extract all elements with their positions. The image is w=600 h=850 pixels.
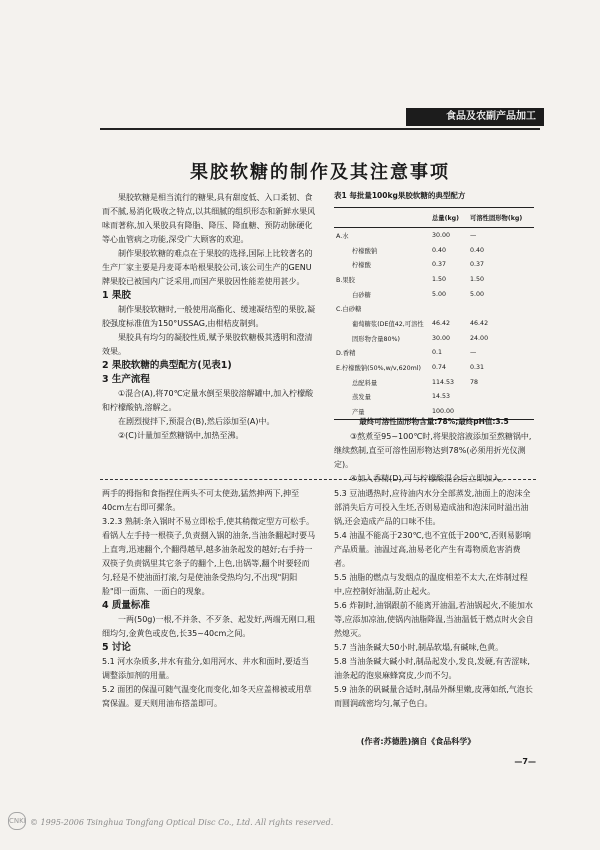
section-5-4: 5.4 油温不能高于230℃,也不宜低于200℃,否则易影响产品质量。油温过高,油易老化产生有毒物质危害消费者。 bbox=[334, 531, 531, 568]
table-cell-item: C.白砂糖 bbox=[336, 306, 362, 314]
table-row bbox=[334, 331, 534, 346]
process-step-3: ③熬煮至95~100℃时,将果胶溶液添加至熬糖锅中,继续熬制,直至可溶性固形物达到78%(必须用折光仪测定)。 bbox=[334, 432, 532, 469]
section-5-7: 5.7 当油条碱大50小时,制品软塌,有碱味,色黄。 bbox=[334, 643, 504, 652]
section-5-heading: 5 讨论 bbox=[102, 642, 131, 653]
table-cell-total bbox=[428, 301, 466, 316]
section-1-paragraph-2: 果胶具有均匀的凝胶性质,赋予果胶软糖极其透明和澄清效果。 bbox=[102, 333, 313, 356]
header-rule bbox=[100, 128, 540, 130]
table-row bbox=[334, 375, 534, 390]
table-cell-solid: 0.40 bbox=[470, 246, 485, 254]
table-cell-total: 0.40 bbox=[432, 246, 447, 254]
table-row bbox=[334, 346, 534, 361]
process-step-2: ②(C)计量加至熬糖锅中,加热至沸。 bbox=[118, 431, 244, 440]
author-credit: (作者:苏德胜)摘自《食品科学》 bbox=[360, 737, 476, 746]
section-2-heading: 2 果胶软糖的典型配方(见表1) bbox=[102, 360, 232, 371]
recipe-table-block bbox=[334, 190, 534, 420]
table-cell-item: 白砂糖 bbox=[352, 291, 371, 299]
table-cell-total: 0.1 bbox=[432, 349, 443, 357]
table-cell-total: 14.53 bbox=[432, 393, 451, 401]
table-cell-item: 蒸发量 bbox=[352, 394, 371, 402]
section-5-1: 5.1 河水杂质多,井水有盐分,如用河水、井水和面时,要适当调整添加剂的用量。 bbox=[102, 657, 309, 680]
table-cell-solid: — bbox=[470, 349, 477, 357]
table-header-total: 总量(kg) bbox=[428, 208, 466, 228]
table-row bbox=[334, 390, 534, 405]
table-note: 最终可溶性固形物含量:78%;最终pH值:3.5 bbox=[359, 417, 509, 426]
process-step-1: ①混合(A),将70℃定量水倒至果胶溶解罐中,加入柠檬酸和柠檬酸钠,溶解之。 bbox=[102, 389, 314, 412]
continued-paragraph: 两手的拇指和食指捏住两头不可太使劲,猛然抻两下,抻至40cm左右即可摞条。 bbox=[102, 489, 300, 512]
table-body bbox=[334, 228, 534, 420]
section-5-6: 5.6 炸制时,油锅跟前不能离开油温,若油锅起火,不能加水等,应添加凉油,使锅内油脂降温,当油温低于燃点时火会自然熄灭。 bbox=[334, 601, 534, 638]
section-3-2-3: 3.2.3 熟制:条入锅时不易立即松手,使其稍微定型方可松手。看锅人左手持一根筷子,负责捌入锅的油条,当油条翻起时要马上直弯,迅速翻个,个翻得越早,越多油条起发的越好;右手持一双筷子负责锅里其它条子的翻个,上色,出锅等,翻个时要轻而匀,轻是不使油面打滚,匀是使油条受热均匀,不出现"阴阳脸"即一面焦、一面白的现象。 bbox=[102, 517, 316, 596]
article-divider bbox=[100, 479, 536, 480]
table-cell-solid: 78 bbox=[470, 378, 479, 386]
table-cell-item: 产量 bbox=[334, 404, 428, 419]
table-cell-total: 30.00 bbox=[432, 334, 451, 342]
article-title: 果胶软糖的制作及其注意事项 bbox=[190, 162, 450, 183]
table-row bbox=[334, 287, 534, 302]
table-cell-solid: 5.00 bbox=[470, 290, 485, 298]
table-cell-item: 葡萄糖浆(DE值42,可溶性 bbox=[352, 320, 424, 328]
section-1-paragraph-1: 制作果胶软糖时,一般使用高酯化、缓速凝结型的果胶,凝胶强度标准值为150°USSAG,由柑桔皮制到。 bbox=[102, 305, 316, 328]
process-step-4: ④加入香精(D),可与柠檬酸混合后立即加入。 bbox=[350, 474, 509, 483]
table-cell-total: 0.74 bbox=[432, 364, 447, 372]
table-row bbox=[334, 228, 534, 243]
table-cell-solid: 1.50 bbox=[470, 275, 485, 283]
left-column-top bbox=[102, 191, 316, 443]
table-cell-total: 114.53 bbox=[432, 378, 455, 386]
recipe-table bbox=[334, 207, 534, 420]
table-row bbox=[334, 360, 534, 375]
table-cell-item: 柠檬酸钠 bbox=[352, 247, 378, 255]
cnki-logo-icon: CNKI bbox=[8, 812, 26, 830]
table-cell-item: B.果胶 bbox=[336, 276, 355, 284]
table-cell-item: D.香精 bbox=[336, 350, 356, 358]
table-cell-solid: 0.31 bbox=[470, 364, 485, 372]
table-cell-item: 总配料量 bbox=[352, 379, 378, 387]
section-1-heading: 1 果胶 bbox=[102, 290, 131, 301]
table-row bbox=[334, 272, 534, 287]
right-column-bottom bbox=[334, 487, 534, 711]
table-cell-total: 100.00 bbox=[428, 404, 466, 419]
table-cell-total: 46.42 bbox=[432, 319, 451, 327]
table-cell-solid: 0.37 bbox=[470, 261, 485, 269]
table-cell-total: 1.50 bbox=[432, 275, 447, 283]
section-header-band: 食品及农副产品加工 bbox=[406, 108, 544, 126]
table-header-blank bbox=[334, 208, 428, 228]
table-cell-item: A.水 bbox=[336, 232, 349, 240]
table-cell-item: E.柠檬酸钠(50%,w/v,620ml) bbox=[336, 365, 421, 373]
table-header-row bbox=[334, 208, 534, 228]
page-number: —7— bbox=[514, 757, 536, 766]
table-cell-item: 固形物含量80%) bbox=[352, 335, 400, 343]
left-column-bottom bbox=[102, 487, 316, 711]
intro-paragraph-1: 果胶软糖是相当流行的糖果,具有甜度低、入口柔韧、食而不腻,易消化吸收之特点,以其细腻的组织形态和新鲜水果风味而著称,加入果胶具有降脂、降压、降血糖、预防动脉硬化等心血管病之功能,深受广大顾客的欢迎。 bbox=[102, 193, 316, 244]
table-cell-item: 柠檬酸 bbox=[352, 262, 371, 270]
section-5-8: 5.8 当油条碱大碱小时,制品起发小,发良,发硬,有苦涩味,油条起的泡泉麻蜂窝皮,少而不匀。 bbox=[334, 657, 530, 680]
table-row bbox=[334, 257, 534, 272]
table-cell-solid bbox=[466, 301, 534, 316]
table-row bbox=[334, 243, 534, 258]
section-4-heading: 4 质量标准 bbox=[102, 600, 150, 611]
table-cell-solid: 46.42 bbox=[470, 319, 489, 327]
section-5-3: 5.3 豆油遇热时,应待油内水分全部蒸发,油面上的泡沫全部消失后方可投入生坯,否则易造成油和泡沫同时溢出油锅,还会造成产品的口味不佳。 bbox=[334, 489, 531, 526]
section-4-paragraph: 一两(50g)一根,不并条、不歹条、起发好,两端无刚口,粗细均匀,金黄色或皮色,长35~40cm之间。 bbox=[102, 615, 316, 638]
table-cell-solid: — bbox=[470, 231, 477, 239]
table-cell-solid bbox=[466, 390, 534, 405]
table-cell-total: 0.37 bbox=[432, 261, 447, 269]
table-row bbox=[334, 301, 534, 316]
table-cell-total: 30.00 bbox=[432, 231, 451, 239]
right-column-middle bbox=[334, 430, 534, 486]
section-5-9: 5.9 油条的矾碱量合适时,制品外酥里嫩,皮薄如纸,气泡长而圆润疏密均匀,氟子色白。 bbox=[334, 685, 533, 708]
table-cell-total: 5.00 bbox=[432, 290, 447, 298]
section-3-heading: 3 生产流程 bbox=[102, 374, 150, 385]
table-header-solid: 可溶性固形物(kg) bbox=[466, 208, 534, 228]
table-caption: 表1 每批量100kg果胶软糖的典型配方 bbox=[334, 191, 466, 200]
process-step-1b: 在剧烈搅拌下,预混合(B),然后添加至(A)中。 bbox=[118, 417, 275, 426]
copyright-notice: © 1995-2006 Tsinghua Tongfang Optical Disc Co., Ltd. All rights reserved. bbox=[30, 818, 334, 827]
table-cell-solid: 24.00 bbox=[470, 334, 489, 342]
section-5-2: 5.2 面团的保温可随气温变化而变化,如冬天应盖棉被或用草窝保温。夏天则用油布搭盖即可。 bbox=[102, 685, 312, 708]
table-row bbox=[334, 316, 534, 331]
intro-paragraph-2: 制作果胶软糖的难点在于果胶的选择,国际上比较著名的生产厂家主要是丹麦哥本哈根果胶公司,该公司生产的GENU牌果胶已被国内广泛采用,而国产果胶因性能差使用甚少。 bbox=[102, 249, 313, 286]
section-5-5: 5.5 油脂的燃点与发烟点的温度相差不太大,在炸制过程中,应控制好油温,防止起火。 bbox=[334, 573, 528, 596]
